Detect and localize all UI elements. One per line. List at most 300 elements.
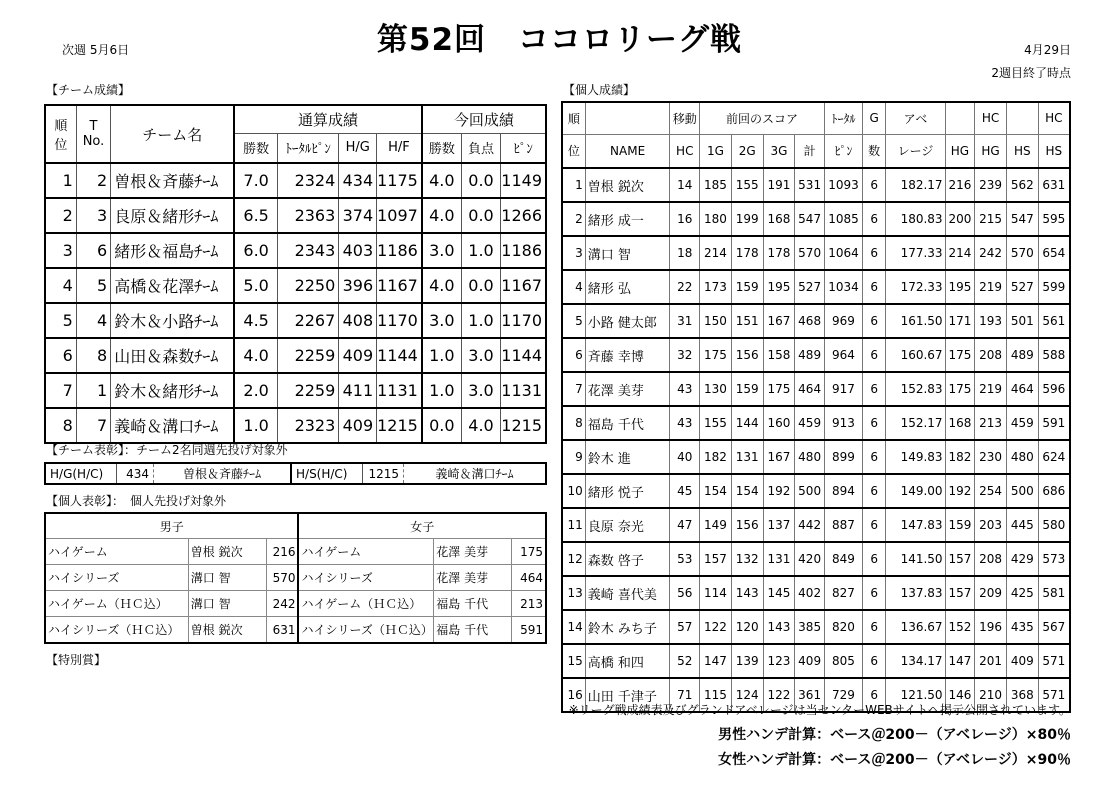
- player-g1: 185: [700, 168, 732, 202]
- player-average: 134.17: [886, 644, 945, 678]
- player-hc-hs: 567: [1038, 610, 1070, 644]
- player-g1: 114: [700, 576, 732, 610]
- player-g2: 131: [731, 440, 763, 474]
- player-g1: 150: [700, 304, 732, 338]
- player-g3: 131: [763, 542, 795, 576]
- col-group-total: 通算成績: [234, 105, 422, 133]
- team-current-wins: 3.0: [422, 233, 461, 268]
- table-row: [562, 508, 1070, 542]
- team-hg: 434: [339, 163, 377, 198]
- player-hc-hs: 624: [1038, 440, 1070, 474]
- player-hg: 147: [945, 644, 975, 678]
- player-average: 177.33: [886, 236, 945, 270]
- player-games: 6: [863, 610, 886, 644]
- player-name: 高橋 和四: [585, 644, 670, 678]
- table-row: [562, 440, 1070, 474]
- player-average: 161.50: [886, 304, 945, 338]
- table-row: [45, 591, 546, 617]
- player-rank: 8: [562, 406, 585, 440]
- player-hc-hs: 654: [1038, 236, 1070, 270]
- player-hc-hs: 631: [1038, 168, 1070, 202]
- player-average: 180.83: [886, 202, 945, 236]
- player-rank: 16: [562, 678, 585, 712]
- player-total: 887: [824, 508, 862, 542]
- h-hchg: HG: [975, 134, 1007, 168]
- player-hc: 40: [670, 440, 700, 474]
- player-sum: 489: [795, 338, 825, 372]
- male-award-category: ハイゲーム（ＨＣ込）: [45, 591, 188, 617]
- player-g3: 122: [763, 678, 795, 712]
- player-total: 913: [824, 406, 862, 440]
- player-hc-hg: 208: [975, 542, 1007, 576]
- player-name: 山田 千津子: [585, 678, 670, 712]
- player-games: 6: [863, 406, 886, 440]
- player-g1: 130: [700, 372, 732, 406]
- player-sum: 480: [795, 440, 825, 474]
- player-g1: 182: [700, 440, 732, 474]
- table-row: [562, 406, 1070, 440]
- player-hc-hs: 588: [1038, 338, 1070, 372]
- team-name: 義崎＆溝口ﾁｰﾑ: [111, 408, 235, 443]
- player-hg: 200: [945, 202, 975, 236]
- player-g1: 149: [700, 508, 732, 542]
- player-games: 6: [863, 542, 886, 576]
- player-games: 6: [863, 372, 886, 406]
- team-name: 山田＆森数ﾁｰﾑ: [111, 338, 235, 373]
- player-average: 152.17: [886, 406, 945, 440]
- team-rank: 7: [45, 373, 76, 408]
- player-rank: 4: [562, 270, 585, 304]
- team-rank: 3: [45, 233, 76, 268]
- team-total-pins: 2363: [278, 198, 339, 233]
- male-award-value: 216: [266, 539, 298, 565]
- player-hc: 71: [670, 678, 700, 712]
- player-total: 805: [824, 644, 862, 678]
- player-g1: 157: [700, 542, 732, 576]
- player-hc: 22: [670, 270, 700, 304]
- col-cur-pins: ﾋﾟﾝ: [501, 133, 546, 163]
- player-sum: 402: [795, 576, 825, 610]
- player-hg: 192: [945, 474, 975, 508]
- female-handicap-formula: 女性ハンデ計算：ベース＠200－（アベレージ）×90％: [718, 752, 1071, 768]
- player-hc-hs: 596: [1038, 372, 1070, 406]
- team-total-pins: 2259: [278, 373, 339, 408]
- hg-award-label: H/G(H/C): [45, 463, 117, 484]
- player-hg: 216: [945, 168, 975, 202]
- player-name: 花澤 美芽: [585, 372, 670, 406]
- table-row: [562, 644, 1070, 678]
- team-number: 2: [76, 163, 110, 198]
- female-header: 女子: [298, 513, 546, 539]
- player-rank: 12: [562, 542, 585, 576]
- player-g2: 139: [731, 644, 763, 678]
- player-average: 121.50: [886, 678, 945, 712]
- team-rank: 6: [45, 338, 76, 373]
- player-hc: 45: [670, 474, 700, 508]
- team-hf: 1186: [377, 233, 422, 268]
- player-g3: 195: [763, 270, 795, 304]
- player-g1: 154: [700, 474, 732, 508]
- player-name: 緒形 成一: [585, 202, 670, 236]
- table-row: [562, 270, 1070, 304]
- team-current-loss: 0.0: [461, 163, 500, 198]
- team-hg: 403: [339, 233, 377, 268]
- player-hc-hs: 580: [1038, 508, 1070, 542]
- team-current-pins: 1215: [501, 408, 546, 443]
- table-row: [45, 268, 546, 303]
- team-rank: 2: [45, 198, 76, 233]
- player-average: 182.17: [886, 168, 945, 202]
- male-award-category: ハイシリーズ: [45, 565, 188, 591]
- male-header: 男子: [45, 513, 298, 539]
- team-total-pins: 2324: [278, 163, 339, 198]
- player-rank: 5: [562, 304, 585, 338]
- player-hc-hs: 571: [1038, 678, 1070, 712]
- table-row: [562, 202, 1070, 236]
- col-team-no: T No.: [76, 105, 110, 163]
- team-rank: 5: [45, 303, 76, 338]
- player-sum: 500: [795, 474, 825, 508]
- h-ave-bot: レージ: [886, 134, 945, 168]
- table-row: [562, 474, 1070, 508]
- report-status: 2週目終了時点: [991, 66, 1071, 80]
- player-sum: 459: [795, 406, 825, 440]
- team-awards-table: [44, 462, 547, 485]
- player-g2: 144: [731, 406, 763, 440]
- player-rank: 1: [562, 168, 585, 202]
- team-total-pins: 2250: [278, 268, 339, 303]
- col-rank: 順 位: [45, 105, 76, 163]
- player-g2: 120: [731, 610, 763, 644]
- player-sum: 420: [795, 542, 825, 576]
- player-hg: 168: [945, 406, 975, 440]
- player-total: 827: [824, 576, 862, 610]
- player-g2: 132: [731, 542, 763, 576]
- player-hg: 195: [945, 270, 975, 304]
- col-cur-wins: 勝数: [422, 133, 461, 163]
- player-g2: 155: [731, 168, 763, 202]
- player-hc: 43: [670, 406, 700, 440]
- player-rank: 9: [562, 440, 585, 474]
- player-hs: 562: [1006, 168, 1038, 202]
- player-hs: 527: [1006, 270, 1038, 304]
- team-rank: 4: [45, 268, 76, 303]
- player-hc-hg: 213: [975, 406, 1007, 440]
- female-award-value: 591: [512, 617, 546, 644]
- player-games: 6: [863, 440, 886, 474]
- team-total-pins: 2259: [278, 338, 339, 373]
- player-average: 149.83: [886, 440, 945, 474]
- table-row: [562, 236, 1070, 270]
- player-hc: 47: [670, 508, 700, 542]
- team-current-wins: 4.0: [422, 163, 461, 198]
- player-hc-hs: 573: [1038, 542, 1070, 576]
- player-hs: 501: [1006, 304, 1038, 338]
- player-average: 152.83: [886, 372, 945, 406]
- individual-awards-label: 【個人表彰】： 個人先投げ対象外: [46, 494, 227, 508]
- team-rank: 1: [45, 163, 76, 198]
- player-name: 斉藤 幸博: [585, 338, 670, 372]
- team-wins: 6.5: [234, 198, 277, 233]
- team-total-pins: 2323: [278, 408, 339, 443]
- hg-award-value: 434: [117, 463, 154, 484]
- player-hc-hg: 203: [975, 508, 1007, 542]
- player-g2: 156: [731, 338, 763, 372]
- player-name: 緒形 弘: [585, 270, 670, 304]
- player-hs: 500: [1006, 474, 1038, 508]
- col-hf: H/F: [377, 133, 422, 163]
- player-g3: 160: [763, 406, 795, 440]
- player-g2: 159: [731, 372, 763, 406]
- team-hg: 411: [339, 373, 377, 408]
- team-current-wins: 4.0: [422, 268, 461, 303]
- player-g1: 173: [700, 270, 732, 304]
- hs-award-label: H/S(H/C): [291, 463, 363, 484]
- team-hg: 374: [339, 198, 377, 233]
- hs-award-team: 義崎＆溝口ﾁｰﾑ: [435, 467, 514, 481]
- player-rank: 13: [562, 576, 585, 610]
- table-row: [45, 163, 546, 198]
- player-g1: 147: [700, 644, 732, 678]
- h-hs: HS: [1006, 134, 1038, 168]
- player-total: 964: [824, 338, 862, 372]
- player-total: 1085: [824, 202, 862, 236]
- player-hs: 480: [1006, 440, 1038, 474]
- player-hc: 57: [670, 610, 700, 644]
- player-sum: 527: [795, 270, 825, 304]
- team-hg: 408: [339, 303, 377, 338]
- player-sum: 547: [795, 202, 825, 236]
- player-hs: 459: [1006, 406, 1038, 440]
- player-sum: 531: [795, 168, 825, 202]
- player-hc-hg: 242: [975, 236, 1007, 270]
- player-g3: 168: [763, 202, 795, 236]
- male-award-name: 曽根 鋭次: [188, 617, 266, 644]
- player-average: 136.67: [886, 610, 945, 644]
- team-hf: 1170: [377, 303, 422, 338]
- report-date: 4月29日: [1024, 43, 1071, 57]
- male-award-name: 溝口 智: [188, 565, 266, 591]
- female-award-value: 175: [512, 539, 546, 565]
- team-current-loss: 1.0: [461, 233, 500, 268]
- h-prev-score: 前回のスコア: [700, 102, 825, 134]
- player-sum: 361: [795, 678, 825, 712]
- player-name: 小路 健太郎: [585, 304, 670, 338]
- player-hc-hs: 571: [1038, 644, 1070, 678]
- h-hg: HG: [945, 134, 975, 168]
- player-sum: 385: [795, 610, 825, 644]
- table-row: [45, 408, 546, 443]
- player-rank: 3: [562, 236, 585, 270]
- player-hs: 425: [1006, 576, 1038, 610]
- female-award-value: 464: [512, 565, 546, 591]
- h-g2: 2G: [731, 134, 763, 168]
- player-g3: 178: [763, 236, 795, 270]
- table-row: [562, 372, 1070, 406]
- player-hc-hs: 599: [1038, 270, 1070, 304]
- player-hc-hg: 193: [975, 304, 1007, 338]
- player-hc: 31: [670, 304, 700, 338]
- player-total: 899: [824, 440, 862, 474]
- player-total: 820: [824, 610, 862, 644]
- player-g3: 145: [763, 576, 795, 610]
- team-hg: 409: [339, 408, 377, 443]
- player-hg: 175: [945, 372, 975, 406]
- personal-standings-table: [561, 101, 1071, 713]
- player-games: 6: [863, 304, 886, 338]
- player-sum: 464: [795, 372, 825, 406]
- team-hf: 1175: [377, 163, 422, 198]
- male-award-category: ハイシリーズ（ＨＣ込）: [45, 617, 188, 644]
- special-award-label: 【特別賞】: [46, 653, 107, 667]
- player-g3: 137: [763, 508, 795, 542]
- player-g2: 143: [731, 576, 763, 610]
- player-g1: 122: [700, 610, 732, 644]
- table-row: [562, 338, 1070, 372]
- player-total: 729: [824, 678, 862, 712]
- player-total: 969: [824, 304, 862, 338]
- h-hchs: HS: [1038, 134, 1070, 168]
- player-hs: 547: [1006, 202, 1038, 236]
- player-rank: 11: [562, 508, 585, 542]
- individual-awards-table: [44, 512, 547, 644]
- player-g3: 123: [763, 644, 795, 678]
- player-hc-hg: 208: [975, 338, 1007, 372]
- player-g3: 175: [763, 372, 795, 406]
- player-name: 森数 啓子: [585, 542, 670, 576]
- player-name: 良原 奈光: [585, 508, 670, 542]
- player-average: 141.50: [886, 542, 945, 576]
- table-row: [45, 233, 546, 268]
- h-hg-top: [945, 102, 975, 134]
- player-rank: 15: [562, 644, 585, 678]
- player-hs: 445: [1006, 508, 1038, 542]
- male-award-value: 242: [266, 591, 298, 617]
- team-hg: 409: [339, 338, 377, 373]
- h-g3: 3G: [763, 134, 795, 168]
- player-average: 137.83: [886, 576, 945, 610]
- table-row: [45, 373, 546, 408]
- player-hc: 56: [670, 576, 700, 610]
- player-hs: 435: [1006, 610, 1038, 644]
- team-number: 5: [76, 268, 110, 303]
- team-current-pins: 1266: [501, 198, 546, 233]
- team-current-loss: 0.0: [461, 198, 500, 233]
- team-number: 7: [76, 408, 110, 443]
- player-hg: 214: [945, 236, 975, 270]
- h-hs-top: [1006, 102, 1038, 134]
- table-row: [45, 198, 546, 233]
- footer-note: ※リーグ戦成績表及びグランドアベレージは当センターWEBサイトへ掲示公開されています。: [568, 703, 1071, 717]
- female-award-category: ハイシリーズ: [298, 565, 433, 591]
- col-total-pins: ﾄｰﾀﾙﾋﾟﾝ: [278, 133, 339, 163]
- player-name: 鈴木 みち子: [585, 610, 670, 644]
- team-hf: 1144: [377, 338, 422, 373]
- male-award-value: 631: [266, 617, 298, 644]
- team-rank: 8: [45, 408, 76, 443]
- hg-award-team: 曽根＆斉藤ﾁｰﾑ: [154, 463, 292, 484]
- player-average: 172.33: [886, 270, 945, 304]
- team-hf: 1215: [377, 408, 422, 443]
- player-hs: 429: [1006, 542, 1038, 576]
- col-wins: 勝数: [234, 133, 277, 163]
- team-current-pins: 1131: [501, 373, 546, 408]
- male-award-name: 溝口 智: [188, 591, 266, 617]
- table-row: [45, 565, 546, 591]
- table-row: [562, 610, 1070, 644]
- player-total: 917: [824, 372, 862, 406]
- player-games: 6: [863, 236, 886, 270]
- player-g1: 115: [700, 678, 732, 712]
- player-name: 福島 千代: [585, 406, 670, 440]
- h-total-bot: ﾋﾟﾝ: [824, 134, 862, 168]
- player-total: 849: [824, 542, 862, 576]
- player-g3: 192: [763, 474, 795, 508]
- player-name: 義崎 喜代美: [585, 576, 670, 610]
- player-rank: 14: [562, 610, 585, 644]
- male-award-category: ハイゲーム: [45, 539, 188, 565]
- female-award-value: 213: [512, 591, 546, 617]
- team-current-loss: 0.0: [461, 268, 500, 303]
- team-name: 良原＆緒形ﾁｰﾑ: [111, 198, 235, 233]
- player-average: 149.00: [886, 474, 945, 508]
- team-wins: 2.0: [234, 373, 277, 408]
- player-g2: 159: [731, 270, 763, 304]
- player-games: 6: [863, 644, 886, 678]
- player-average: 147.83: [886, 508, 945, 542]
- team-number: 3: [76, 198, 110, 233]
- player-hg: 182: [945, 440, 975, 474]
- team-section-label: 【チーム成績】: [46, 83, 131, 97]
- team-current-wins: 3.0: [422, 303, 461, 338]
- player-sum: 570: [795, 236, 825, 270]
- player-g3: 167: [763, 304, 795, 338]
- player-g2: 124: [731, 678, 763, 712]
- h-move: 移動: [670, 102, 700, 134]
- player-g1: 214: [700, 236, 732, 270]
- table-row: [45, 539, 546, 565]
- team-number: 1: [76, 373, 110, 408]
- personal-section-label: 【個人成績】: [563, 83, 636, 97]
- team-current-loss: 1.0: [461, 303, 500, 338]
- col-hg: H/G: [339, 133, 377, 163]
- team-total-pins: 2343: [278, 233, 339, 268]
- player-hc: 52: [670, 644, 700, 678]
- player-games: 6: [863, 678, 886, 712]
- h-total-top: ﾄｰﾀﾙ: [824, 102, 862, 134]
- team-current-wins: 1.0: [422, 338, 461, 373]
- team-wins: 7.0: [234, 163, 277, 198]
- player-hc-hs: 581: [1038, 576, 1070, 610]
- player-hs: 409: [1006, 644, 1038, 678]
- team-total-pins: 2267: [278, 303, 339, 338]
- player-rank: 6: [562, 338, 585, 372]
- player-g1: 180: [700, 202, 732, 236]
- player-games: 6: [863, 202, 886, 236]
- player-total: 1034: [824, 270, 862, 304]
- player-rank: 10: [562, 474, 585, 508]
- player-hc: 18: [670, 236, 700, 270]
- player-games: 6: [863, 270, 886, 304]
- col-team-name: チーム名: [111, 105, 235, 163]
- col-cur-loss: 負点: [461, 133, 500, 163]
- team-current-pins: 1170: [501, 303, 546, 338]
- table-row: [45, 338, 546, 373]
- h-name: NAME: [585, 134, 670, 168]
- player-hc-hs: 561: [1038, 304, 1070, 338]
- team-hf: 1097: [377, 198, 422, 233]
- h-name-top: [585, 102, 670, 134]
